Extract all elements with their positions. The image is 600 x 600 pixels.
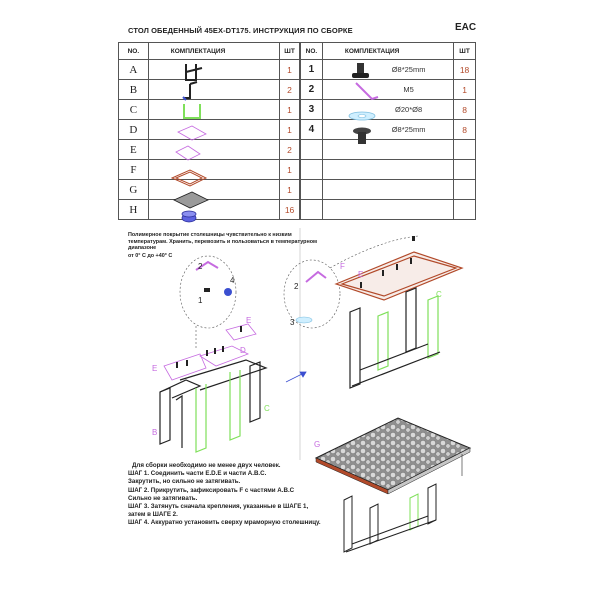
- instruction-line: ШАГ 3. Затянуть сначала крепления, указанные в ШАГЕ 1,: [128, 503, 309, 511]
- instruction-line: Закрутить, но сильно не затягивать.: [128, 478, 241, 486]
- instruction-line: Сильно не затягивать.: [128, 494, 198, 502]
- temperature-range: от 0° С до +40° С: [128, 253, 173, 259]
- label-g-top: G: [314, 440, 321, 449]
- part-id: A: [119, 60, 149, 80]
- part-h-cap: [182, 211, 196, 222]
- zoom1-label-2: 2: [198, 262, 203, 271]
- zoom2-label-3: 3: [290, 318, 295, 327]
- part-qty: 1: [280, 120, 300, 140]
- screw-icon: [353, 128, 371, 145]
- part-b-frame: [183, 82, 197, 100]
- part-qty: 16: [280, 200, 300, 220]
- part-id: D: [119, 120, 149, 140]
- hardware-qty: 1: [454, 80, 476, 100]
- hardware-size: Ø8*25mm: [364, 120, 454, 140]
- zoom1-label-4: 4: [230, 276, 235, 285]
- col-header-name: КОМПЛЕКТАЦИЯ: [148, 43, 279, 60]
- part-id: E: [119, 140, 149, 160]
- hardware-qty: 8: [454, 100, 476, 120]
- part-qty: 1: [280, 60, 300, 80]
- hardware-size: M5: [364, 80, 454, 100]
- final-table-drawing: [316, 418, 470, 552]
- step-arrow: [286, 372, 306, 382]
- zoom2-allen-key: [306, 272, 326, 282]
- label-c-right: C: [436, 290, 442, 299]
- washer-icon: [349, 112, 375, 120]
- hardware-size: Ø20*Ø8: [364, 100, 454, 120]
- part-a-frame: [186, 64, 202, 80]
- allen-key-icon: [356, 83, 378, 99]
- bolt-icon: [352, 63, 369, 78]
- hardware-id: 3: [301, 100, 323, 120]
- part-d-plate: [178, 126, 206, 140]
- right-frame-drawing: [336, 252, 462, 388]
- zoom1-cap: [224, 288, 232, 296]
- part-qty: 2: [280, 80, 300, 100]
- label-d-left: D: [240, 346, 246, 355]
- instructions-intro: Для сборки необходимо не менее двух человек.: [132, 462, 281, 469]
- zoom2-washer: [296, 317, 312, 323]
- instruction-line: ШАГ 1. Соединить части E.D.E и части A.B.C.: [128, 470, 267, 478]
- hardware-id: 2: [301, 80, 323, 100]
- hardware-qty: 18: [454, 60, 476, 80]
- part-e-bracket: [176, 146, 200, 160]
- hardware-size: Ø8*25mm: [364, 60, 454, 80]
- zoom1-bolt: [204, 288, 210, 292]
- part-qty: 1: [280, 100, 300, 120]
- instruction-line: ШАГ 4. Аккуратно установить сверху мраморную столешницу.: [128, 519, 321, 527]
- instruction-line: ШАГ 2. Прикрутить, зафиксировать F с частями A.B.C: [128, 486, 295, 494]
- col-header-name: КОМПЛЕКТАЦИЯ: [322, 43, 453, 60]
- col-header-no: NO.: [119, 43, 149, 60]
- part-id: B: [119, 80, 149, 100]
- zoom1-label-1: 1: [198, 296, 203, 305]
- zoom2-label-2: 2: [294, 282, 299, 291]
- part-id: H: [119, 200, 149, 220]
- hardware-qty: 8: [454, 120, 476, 140]
- instruction-line: затем в ШАГЕ 2.: [128, 511, 178, 519]
- part-qty: 2: [280, 140, 300, 160]
- label-b-left: B: [152, 428, 158, 437]
- hardware-id: 1: [301, 60, 323, 80]
- part-id: G: [119, 180, 149, 200]
- part-qty: 1: [280, 180, 300, 200]
- col-header-qty: ШТ: [454, 43, 476, 60]
- label-e2-left: E: [152, 364, 158, 373]
- part-id: C: [119, 100, 149, 120]
- hardware-id: 4: [301, 120, 323, 140]
- label-e-right: E: [358, 270, 364, 279]
- label-c-left: C: [264, 404, 270, 413]
- eac-mark: EAC: [455, 22, 477, 33]
- part-f-frame: [172, 170, 206, 186]
- col-header-no: NO.: [301, 43, 323, 60]
- zoom-bubble-1: [180, 256, 236, 350]
- part-id: F: [119, 160, 149, 180]
- left-frame-drawing: [160, 324, 266, 452]
- label-f-right: F: [340, 262, 345, 271]
- part-qty: 1: [280, 160, 300, 180]
- document-title: СТОЛ ОБЕДЕННЫЙ 45EX-DT175. ИНСТРУКЦИЯ ПО СБОРКЕ: [128, 26, 353, 35]
- col-header-qty: ШТ: [280, 43, 300, 60]
- temperature-notice: Полимерное покрытие столешницы чувствительно к низким температурам. Хранить, перевозить и пользоваться в температурном диапазоне: [128, 232, 317, 252]
- assembly-instructions: [128, 462, 338, 528]
- part-g-top: [174, 192, 208, 208]
- part-c-frame: [184, 104, 200, 118]
- label-e-left: E: [246, 316, 252, 325]
